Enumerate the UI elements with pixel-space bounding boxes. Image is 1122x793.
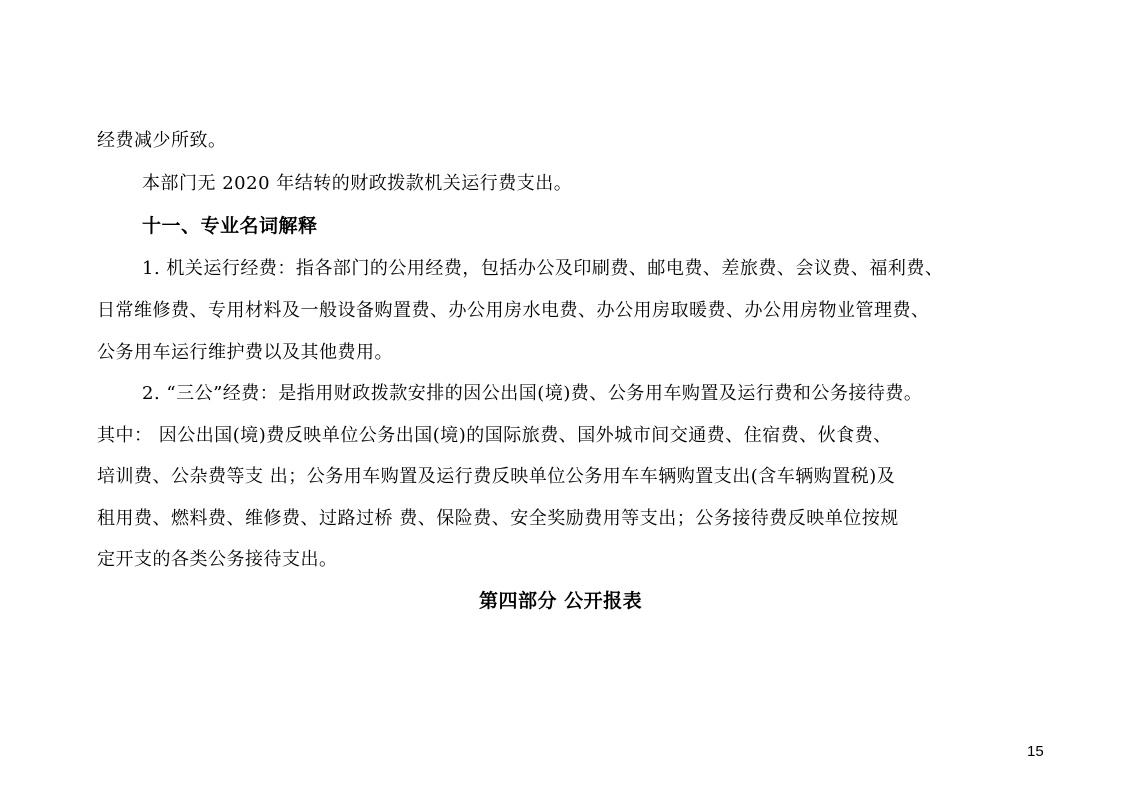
paragraph-line: 本部门无 2020 年结转的财政拨款机关运行费支出。 [142, 173, 573, 194]
paragraph-line: 经费减少所致。 [97, 130, 227, 151]
paragraph-line: 其中： 因公出国(境)费反映单位公务出国(境)的国际旅费、国外城市间交通费、住宿费、伙食费、 [97, 425, 892, 446]
paragraph-line: 培训费、公杂费等支 出；公务用车购置及运行费反映单位公务用车车辆购置支出(含车辆购置税)及 [97, 466, 896, 487]
paragraph-line: 1. 机关运行经费：指各部门的公用经费，包括办公及印刷费、邮电费、差旅费、会议费、福利费、 [142, 258, 944, 279]
paragraph-line: 定开支的各类公务接待支出。 [97, 549, 338, 570]
section-heading: 十一、专业名词解释 [142, 215, 318, 237]
paragraph-line: 日常维修费、专用材料及一般设备购置费、办公用房水电费、办公用房取暖费、办公用房物业管理费、 [97, 300, 930, 321]
paragraph-line: 2. “三公”经费：是指用财政拨款安排的因公出国(境)费、公务用车购置及运行费和公务接待费。 [142, 383, 923, 404]
part-heading: 第四部分 公开报表 [479, 590, 643, 612]
paragraph-line: 公务用车运行维护费以及其他费用。 [97, 342, 393, 363]
page-number: 15 [1027, 743, 1044, 760]
paragraph-line: 租用费、燃料费、维修费、过路过桥 费、保险费、安全奖励费用等支出；公务接待费反映单位按规 [97, 508, 899, 529]
